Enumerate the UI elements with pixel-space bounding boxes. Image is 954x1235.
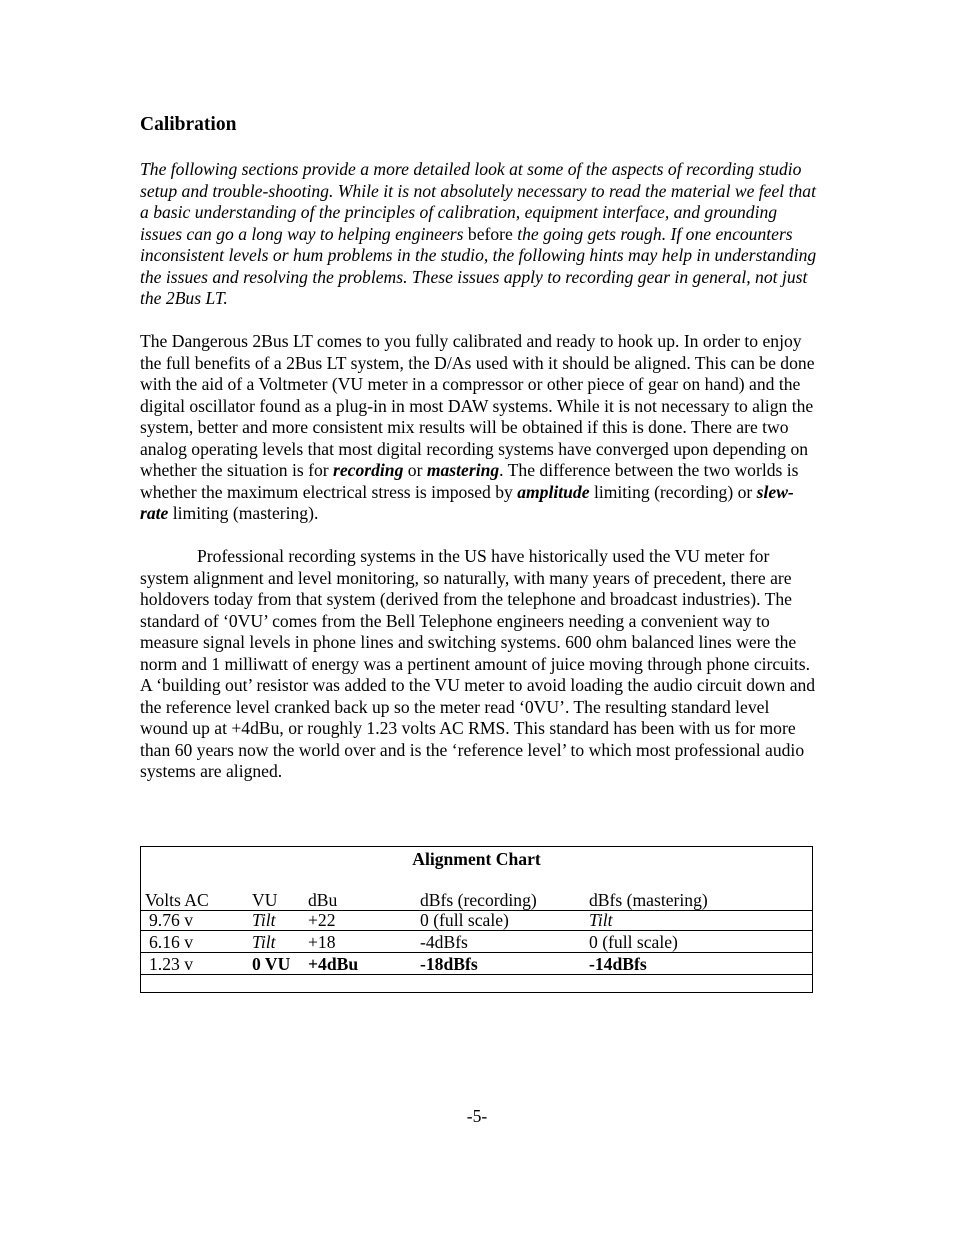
calibration-paragraph [140,331,820,525]
chart-title: Alignment Chart [412,849,541,869]
page-number: -5- [466,1106,488,1126]
cell-vu: 0 VU [252,954,291,974]
cell-dbfs-mastering: -14dBfs [589,954,647,974]
cell-dbfs-recording: -4dBfs [420,932,468,952]
table-row [141,910,812,931]
emphasis-recording: recording [333,460,404,480]
emphasis-amplitude: amplitude [517,481,590,502]
cell-vu: Tilt [252,910,276,930]
cell-dbu: +4dBu [308,954,359,974]
alignment-chart [140,846,813,993]
cell-dbfs-recording: -18dBfs [420,954,478,974]
para1-text-2: or [403,460,427,480]
header-volts-ac: Volts AC [145,890,209,910]
cell-dbfs-recording: 0 (full scale) [420,910,509,930]
cell-volts: 1.23 v [149,954,193,974]
table-row [141,932,812,953]
cell-vu: Tilt [252,932,276,952]
cell-dbu: +18 [308,932,336,952]
section-heading: Calibration [140,114,237,135]
para1-text-5: limiting (mastering). [168,503,319,523]
cell-volts: 6.16 v [149,932,193,952]
header-dbfs-mastering: dBfs (mastering) [589,890,708,910]
para1-text-3: . The difference between the two worlds is whether the maximum electrical stress is imposed by [140,460,799,502]
cell-dbu: +22 [308,910,336,930]
vu-history-paragraph: Professional recording systems in the US have historically used the VU meter for system alignment and level monitoring, so naturally, with many years of precedent, there are holdovers today from that system (derived from the telephone and broadcast industries). The standard of ‘0VU’ comes from the Bell Telephone engineers needing a convenient way to measure signal levels in phone lines and switching systems. 600 ohm balanced lines were the norm and 1 milliwatt of energy was a pertinent amount of juice moving through phone circuits. A ‘building out’ resistor was added to the VU meter to avoid loading the audio circuit down and the reference level cranked back up so the meter read ‘0VU’. The resulting standard level wound up at +4dBu, or roughly 1.23 volts AC RMS. This standard has been with us for more than 60 years now the world over and is the ‘reference level’ to which most professional audio systems are aligned. [140,546,816,781]
para1-text-4: limiting (recording) or [589,481,757,502]
header-dbu: dBu [308,890,338,910]
header-vu: VU [252,890,278,910]
intro-text-2: the going gets rough. If one encounters inconsistent levels or hum problems in the studio, the following hints may help in understanding the issues and resolving the problems. These issues apply to recording gear in general, not just the 2Bus LT. [140,223,817,308]
table-row [141,954,812,975]
header-dbfs-recording: dBfs (recording) [420,890,537,910]
intro-upright-word: before [467,223,513,244]
intro-text-1: The following sections provide a more detailed look at some of the aspects of recording studio setup and trouble-shooting. While it is not absolutely necessary to read the material we feel that a basic understanding of the principles of calibration, equipment interface, and grounding issues can go a long way to helping engineers [140,159,816,244]
chart-header-row [141,890,812,911]
cell-dbfs-mastering: Tilt [589,910,613,930]
para1-text-1: The Dangerous 2Bus LT comes to you fully calibrated and ready to hook up. In order to enjoy the full benefits of a 2Bus LT system, the D/As used with it should be aligned. This can be done with the aid of a Voltmeter (VU meter in a compressor or other piece of gear on hand) and the digital oscillator found as a plug-in in most DAW systems. While it is not necessary to align the system, better and more consistent mix results will be obtained if this is done. There are two analog operating levels that most digital recording systems have converged upon depending on whether the situation is for [140,331,815,480]
emphasis-mastering: mastering [426,460,500,480]
cell-dbfs-mastering: 0 (full scale) [589,932,678,952]
intro-paragraph [140,159,820,310]
emphasis-slew-rate: slew-rate [140,481,794,523]
cell-volts: 9.76 v [149,910,193,930]
